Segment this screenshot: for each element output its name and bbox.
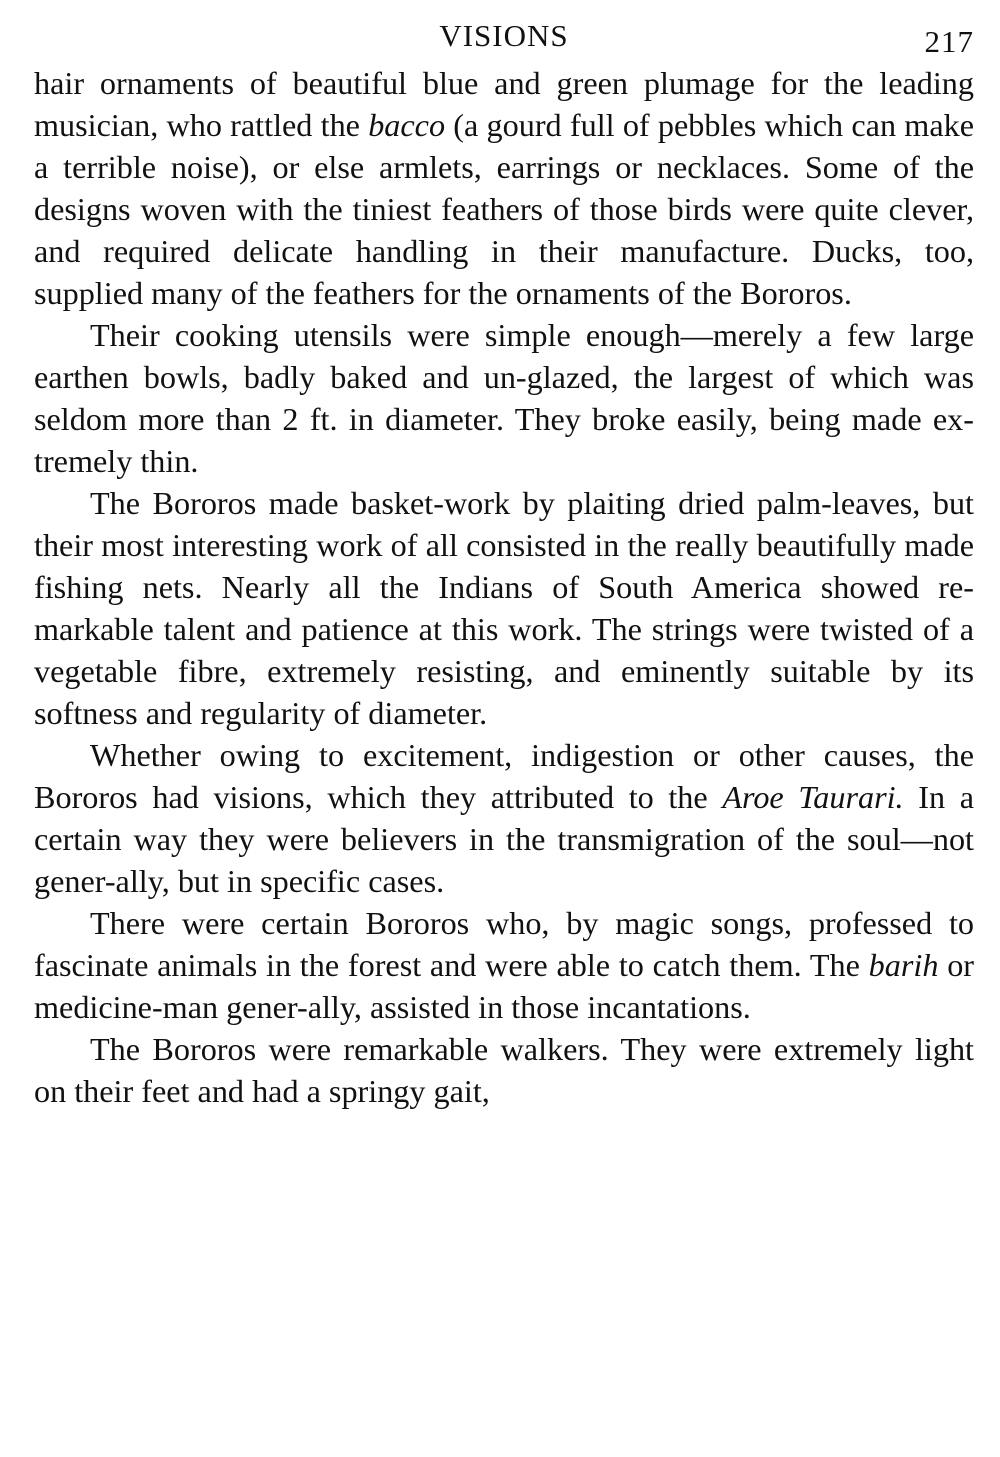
italic-term-bacco: bacco xyxy=(368,107,446,143)
text-run: Whether owing to excitement, indigestion or other causes, the Bororos had visions, which they attributed to the xyxy=(34,737,974,815)
page-number: 217 xyxy=(924,24,974,59)
text-run: or medicine-man gener-ally, assisted in those incantations. xyxy=(34,947,975,1025)
text-run: The Bororos were remarkable walkers. They were extremely light on their feet and had a springy gait, xyxy=(34,1031,974,1109)
text-run: (a gourd full of pebbles which can make a terrible noise), or else armlets, earrings or necklaces. Some of the designs woven with the tiniest feathers of those birds were quite clever, and required delicate handling in their manufacture. Ducks, too, supplied many of the feathers for the ornaments of the Bororos. xyxy=(34,107,974,311)
text-run: The Bororos made basket-work by plaiting dried palm-leaves, but their most interesting work of all consisted in the really beautifully made fishing nets. Nearly all the Indians of South America showed re-markable talent and patience at this work. The strings were twisted of a vegetable fibre, extremely resisting, and eminently suitable by its softness and regularity of diameter. xyxy=(34,485,974,731)
paragraph-basket-work xyxy=(34,482,974,734)
paragraph-cooking-utensils xyxy=(34,314,974,482)
body-text xyxy=(34,62,974,1112)
text-run: Their cooking utensils were simple enough—merely a few large earthen bowls, badly baked and un-glazed, the largest of which was seldom more than 2 ft. in diameter. They broke easily, being made ex-tremely thin. xyxy=(34,317,974,479)
paragraph-plumage xyxy=(34,62,974,314)
text-run: In a certain way they were believers in the transmigration of the soul—not gener-ally, but in specific cases. xyxy=(34,779,974,899)
paragraph-magic-songs xyxy=(34,902,974,1028)
chapter-title: VISIONS xyxy=(439,18,569,53)
italic-term-aroe-taurari: Aroe Taurari. xyxy=(722,779,904,815)
paragraph-visions xyxy=(34,734,974,902)
book-page xyxy=(34,18,974,1112)
paragraph-walkers xyxy=(34,1028,974,1112)
italic-term-barih: barih xyxy=(868,947,939,983)
text-run: There were certain Bororos who, by magic songs, professed to fascinate animals in the forest and were able to catch them. The xyxy=(34,905,974,983)
running-head xyxy=(34,18,974,62)
text-run: hair ornaments of beautiful blue and green plumage for the leading musician, who rattled the xyxy=(34,65,974,143)
